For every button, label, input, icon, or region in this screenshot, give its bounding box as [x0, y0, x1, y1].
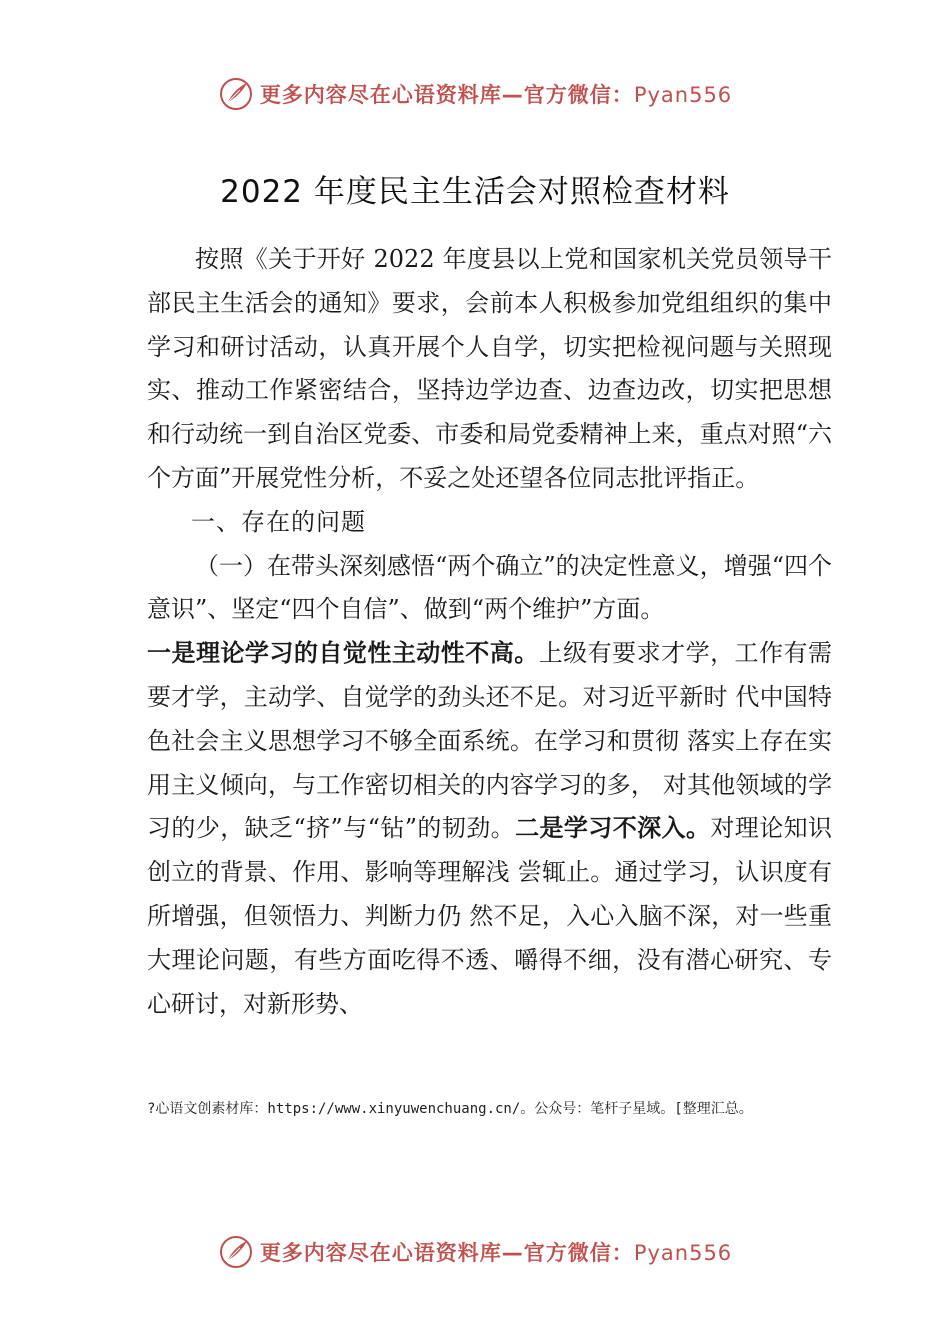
intro-paragraph: 按照《关于开好 2022 年度县以上党和国家机关党员领导干部民主生活会的通知》要求，会前本人积极参加党组组织的集中学习和研讨活动，认真开展个人自学，切实把检视问题与关照现实、推动工作紧密结合，坚持边学边查、边查边改，切实把思想和行动统一到自治区党委、市委和局党委精神上来，重点对照“六个方面”开展党性分析，不妥之处还望各位同志批评指正。	[147, 245, 832, 492]
point1-text: 上级有要求才学，工作有需要才学，主动学、自觉学的劲头还不足。对习近平新时 代中国特色社会主义思想学习不够全面系统。在学习和贯彻 落实上存在实用主义倾向，与工作密切相关的内容学习的多， 对其他领域的学习的少，缺乏“挤”与“钻”的韧劲。	[147, 639, 832, 843]
wechat-id: Pyan556	[633, 1241, 733, 1265]
problem-paragraph	[147, 632, 832, 1026]
page-title: 2022 年度民主生活会对照检查材料	[220, 174, 730, 210]
footer-banner	[0, 1232, 950, 1272]
banner-text: 更多内容尽在心语资料库—官方微信：Pyan556	[259, 83, 733, 107]
feather-pen-logo-icon	[218, 1234, 254, 1270]
feather-pen-logo-icon	[218, 76, 254, 112]
document-body	[147, 238, 832, 1026]
point2-heading: 二是学习不深入。	[515, 814, 711, 843]
section-heading: 一、存在的问题	[191, 507, 366, 536]
point1-heading: 一是理论学习的自觉性主动性不高。	[147, 639, 539, 668]
wechat-id: Pyan556	[633, 83, 733, 107]
subsection-heading: （一）在带头深刻感悟“两个确立”的决定性意义，增强“四个意识”、坚定“四个自信”、做到“两个维护”方面。	[147, 551, 832, 624]
banner-text: 更多内容尽在心语资料库—官方微信：Pyan556	[259, 1241, 733, 1265]
source-footnote: ?心语文创素材库：https://www.xinyuwenchuang.cn/。公众号：笔杆子星域。[整理汇总。	[147, 1101, 753, 1117]
point2-text: 对理论知识创立的背景、作用、影响等理解浅 尝辄止。通过学习，认识度有所增强，但领悟力、判断力仍 然不足，入心入脑不深，对一些重大理论问题，有些方面吃得不透、嚼得不细，没有潜心研究、专心研讨，对新形势、	[147, 814, 833, 1018]
header-banner	[0, 74, 950, 114]
